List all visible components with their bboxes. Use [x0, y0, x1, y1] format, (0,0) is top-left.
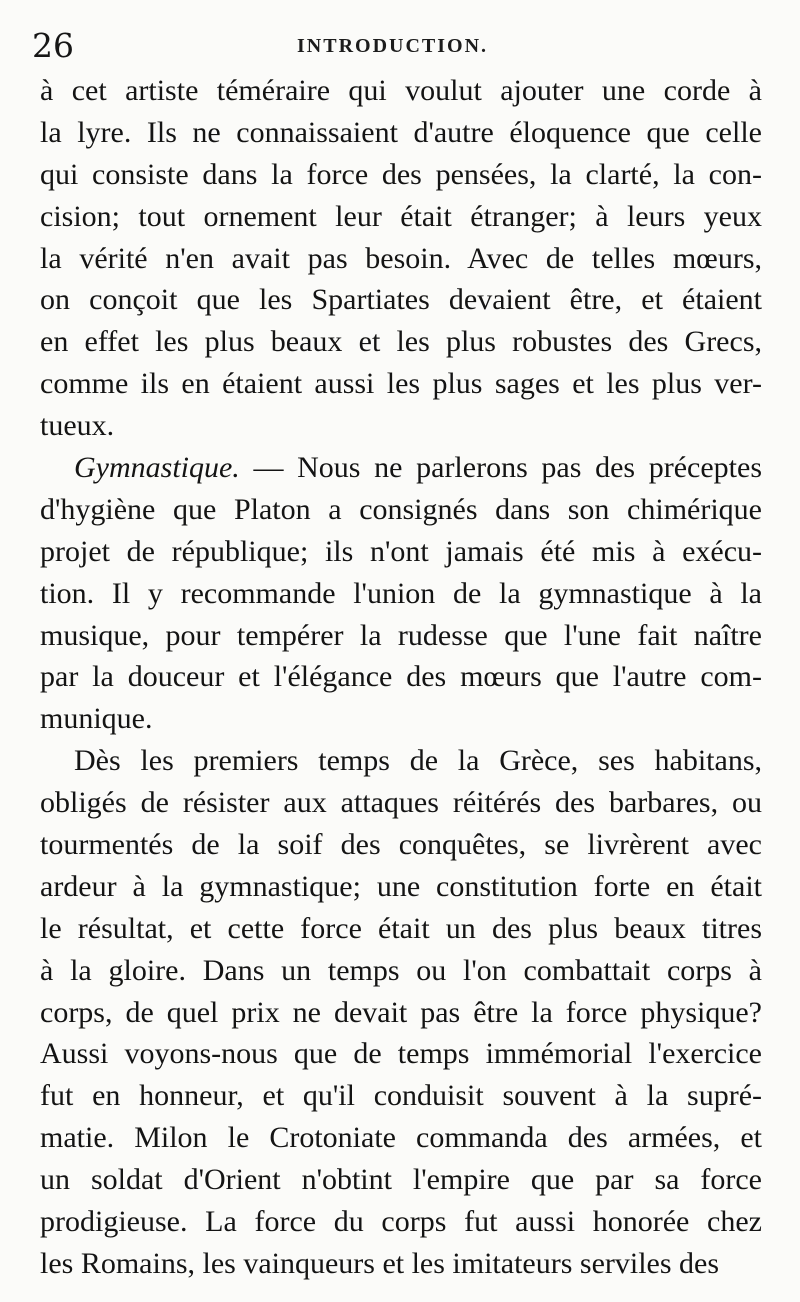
text-line — [40, 1117, 762, 1159]
line-text: fut en honneur, et qu'il conduisit souvent à la supré- — [40, 1079, 762, 1113]
text-line — [40, 531, 762, 573]
line-text: à la gloire. Dans un temps ou l'on combattait corps à — [40, 953, 762, 987]
text-line — [40, 1159, 762, 1201]
line-text: la lyre. Ils ne connaissaient d'autre éloquence que celle — [40, 115, 762, 149]
line-text: tueux. — [40, 409, 115, 443]
line-text: le résultat, et cette force était un des plus beaux titres — [40, 911, 762, 945]
text-line — [40, 698, 762, 740]
paragraph — [40, 70, 762, 447]
line-text: projet de république; ils n'ont jamais été mis à exécu- — [40, 534, 762, 568]
line-text: en effet les plus beaux et les plus robustes des Grecs, — [40, 325, 762, 359]
text-line — [40, 363, 762, 405]
text-line — [40, 866, 762, 908]
line-text: tourmentés de la soif des conquêtes, se livrèrent avec — [40, 828, 762, 862]
text-line — [40, 154, 762, 196]
line-text: d'hygiène que Platon a consignés dans son chimérique — [40, 492, 762, 526]
line-text: matie. Milon le Crotoniate commanda des armées, et — [40, 1121, 762, 1155]
line-text: à cet artiste téméraire qui voulut ajouter une corde à — [40, 74, 762, 107]
line-text: Dès les premiers temps de la Grèce, ses habitans, — [74, 744, 762, 778]
text-line — [40, 489, 762, 531]
line-text: — Nous ne parlerons pas des préceptes — [239, 451, 762, 485]
line-text: munique. — [40, 702, 153, 736]
page-number: 26 — [32, 26, 74, 65]
text-line — [40, 573, 762, 615]
paragraph — [40, 740, 762, 1285]
text-line — [40, 321, 762, 363]
text-line — [40, 405, 762, 447]
text-line — [40, 656, 762, 698]
text-line — [40, 279, 762, 321]
running-title: INTRODUCTION. — [297, 35, 489, 57]
text-line — [40, 782, 762, 824]
text-line — [40, 1201, 762, 1243]
running-head — [32, 24, 768, 68]
text-line — [40, 112, 762, 154]
line-text: ardeur à la gymnastique; une constitution forte en était — [40, 869, 762, 903]
text-line — [40, 1075, 762, 1117]
body-text — [40, 70, 762, 1285]
line-text: obligés de résister aux attaques réitérés des barbares, ou — [40, 786, 762, 820]
text-line — [40, 908, 762, 950]
text-line — [40, 615, 762, 657]
section-heading: Gymnastique. — [74, 451, 240, 485]
text-line — [40, 1243, 762, 1285]
text-line — [40, 196, 762, 238]
line-text: prodigieuse. La force du corps fut aussi honorée chez — [40, 1205, 762, 1239]
text-line — [40, 70, 762, 112]
line-text: on conçoit que les Spartiates devaient être, et étaient — [40, 283, 762, 317]
paragraph — [40, 447, 762, 740]
text-line — [40, 1033, 762, 1075]
text-line — [40, 824, 762, 866]
line-text: par la douceur et l'élégance des mœurs que l'autre com- — [40, 660, 762, 694]
text-line — [40, 992, 762, 1034]
text-line — [40, 447, 762, 489]
text-line — [40, 740, 762, 782]
line-text: les Romains, les vainqueurs et les imitateurs serviles des — [40, 1246, 720, 1280]
line-text: musique, pour tempérer la rudesse que l'une fait naître — [40, 618, 762, 652]
text-line — [40, 950, 762, 992]
line-text: corps, de quel prix ne devait pas être la force physique? — [40, 995, 762, 1029]
line-text: comme ils en étaient aussi les plus sages et les plus ver- — [40, 367, 762, 401]
line-text: un soldat d'Orient n'obtint l'empire que par sa force — [40, 1163, 762, 1197]
line-text: Aussi voyons-nous que de temps immémorial l'exercice — [40, 1037, 762, 1071]
text-line — [40, 238, 762, 280]
line-text: cision; tout ornement leur était étranger; à leurs yeux — [40, 199, 762, 233]
line-text: tion. Il y recommande l'union de la gymnastique à la — [40, 576, 762, 610]
line-text: la vérité n'en avait pas besoin. Avec de telles mœurs, — [40, 241, 762, 275]
line-text: qui consiste dans la force des pensées, la clarté, la con- — [40, 157, 762, 191]
